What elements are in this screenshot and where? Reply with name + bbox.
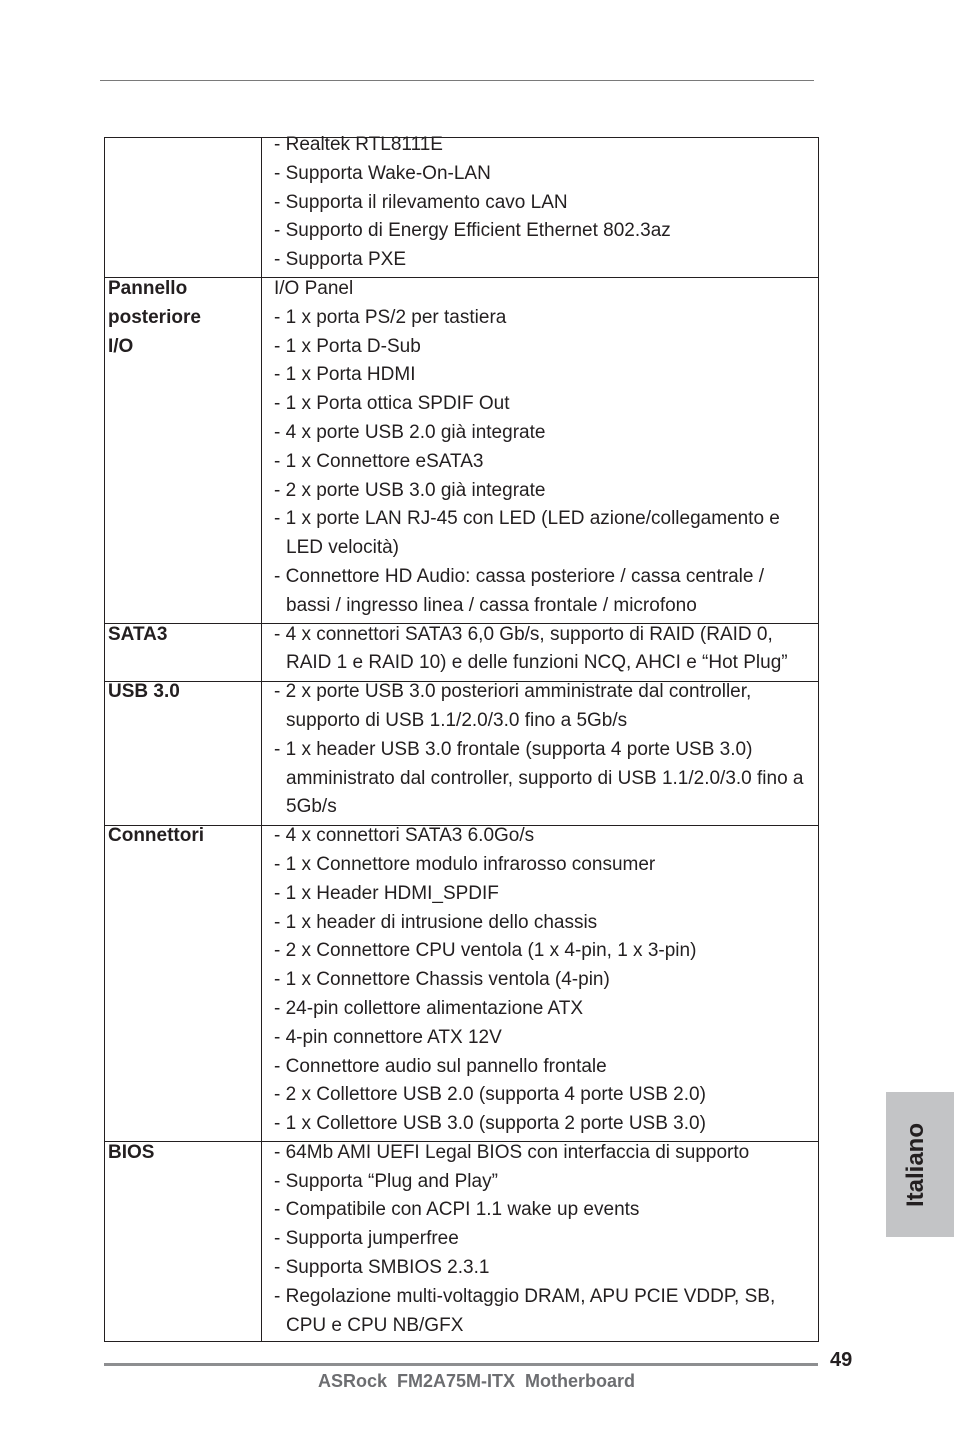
spec-label: posteriore bbox=[108, 306, 201, 328]
spec-label: Connettori bbox=[108, 825, 205, 847]
spec-item-line: - 4 x porte USB 2.0 già integrate bbox=[274, 421, 546, 443]
spec-item-line: bassi / ingresso linea / cassa frontale / microfono bbox=[286, 594, 697, 616]
column-divider bbox=[261, 137, 262, 1341]
spec-label: Pannello bbox=[108, 277, 188, 299]
spec-item-line: - 1 x Connettore Chassis ventola (4-pin) bbox=[274, 969, 610, 991]
spec-item-line: LED velocità) bbox=[286, 537, 399, 559]
spec-item-line: - Supporta “Plug and Play” bbox=[274, 1170, 498, 1192]
spec-item-line: - Realtek RTL8111E bbox=[274, 134, 443, 155]
spec-item-line: - Connettore HD Audio: cassa posteriore / cassa centrale / bbox=[274, 565, 765, 587]
language-tab-label: Italiano bbox=[901, 1122, 929, 1207]
footer-product-name: ASRock FM2A75M-ITX Motherboard bbox=[317, 1371, 636, 1391]
spec-item-line: - 1 x Header HDMI_SPDIF bbox=[274, 882, 499, 904]
spec-label: BIOS bbox=[108, 1141, 155, 1163]
language-side-tab bbox=[886, 1092, 954, 1237]
spec-item-line: - Connettore audio sul pannello frontale bbox=[274, 1055, 607, 1077]
spec-item-line: - Supporta jumperfree bbox=[274, 1228, 459, 1250]
spec-item-line: - Supporta SMBIOS 2.3.1 bbox=[274, 1257, 490, 1279]
spec-item-line: I/O Panel bbox=[274, 277, 354, 299]
spec-item-line: 5Gb/s bbox=[286, 796, 337, 818]
spec-item-line: - 24-pin collettore alimentazione ATX bbox=[274, 997, 584, 1019]
spec-item-line: - 2 x Collettore USB 2.0 (supporta 4 porte USB 2.0) bbox=[274, 1084, 706, 1106]
spec-label: I/O bbox=[108, 335, 134, 357]
spec-item-line: - Supporta il rilevamento cavo LAN bbox=[274, 191, 568, 213]
header-rule bbox=[100, 80, 814, 81]
spec-item-line: - 1 x Porta D-Sub bbox=[274, 335, 421, 357]
spec-label: SATA3 bbox=[108, 623, 168, 645]
spec-item-line: - 2 x porte USB 3.0 posteriori amministrate dal controller, bbox=[274, 681, 752, 703]
spec-item-line: - 1 x Collettore USB 3.0 (supporta 2 porte USB 3.0) bbox=[274, 1113, 706, 1135]
spec-item-line: - Supporto di Energy Efficient Ethernet 802.3az bbox=[274, 220, 671, 242]
spec-item-line: - 1 x Porta HDMI bbox=[274, 364, 416, 386]
spec-item-line: - 1 x header di intrusione dello chassis bbox=[274, 911, 598, 933]
page-number: 49 bbox=[830, 1349, 853, 1371]
spec-item-line: - Supporta PXE bbox=[274, 249, 407, 271]
spec-item-line: - 1 x porte LAN RJ-45 con LED (LED azione/collegamento e bbox=[274, 508, 780, 530]
footer-rule bbox=[104, 1363, 818, 1366]
spec-item-line: - 1 x porta PS/2 per tastiera bbox=[274, 306, 507, 328]
spec-item-line: RAID 1 e RAID 10) e delle funzioni NCQ, AHCI e “Hot Plug” bbox=[286, 652, 788, 674]
spec-item-line: - 4-pin connettore ATX 12V bbox=[274, 1026, 502, 1048]
spec-item-line: - 64Mb AMI UEFI Legal BIOS con interfaccia di supporto bbox=[274, 1141, 750, 1163]
spec-item-line: - 1 x Connettore modulo infrarosso consumer bbox=[274, 853, 656, 875]
spec-item-line: - 2 x Connettore CPU ventola (1 x 4-pin, 1 x 3-pin) bbox=[274, 940, 697, 962]
spec-item-line: - Regolazione multi-voltaggio DRAM, APU PCIE VDDP, SB, bbox=[274, 1285, 776, 1307]
spec-item-line: - 4 x connettori SATA3 6,0 Gb/s, supporto di RAID (RAID 0, bbox=[274, 623, 773, 645]
spec-item-line: - Compatibile con ACPI 1.1 wake up events bbox=[274, 1199, 640, 1221]
spec-item-line: - Supporta Wake-On-LAN bbox=[274, 162, 491, 184]
spec-item-line: - 1 x Porta ottica SPDIF Out bbox=[274, 393, 510, 415]
spec-item-line: amministrato dal controller, supporto di USB 1.1/2.0/3.0 fino a bbox=[286, 767, 804, 789]
spec-item-line: - 1 x header USB 3.0 frontale (supporta 4 porte USB 3.0) bbox=[274, 738, 753, 760]
spec-label: USB 3.0 bbox=[108, 681, 180, 703]
spec-item-line: - 1 x Connettore eSATA3 bbox=[274, 450, 484, 472]
table-frame bbox=[104, 137, 819, 1342]
spec-item-line: - 4 x connettori SATA3 6.0Go/s bbox=[274, 825, 535, 847]
spec-item-line: supporto di USB 1.1/2.0/3.0 fino a 5Gb/s bbox=[286, 709, 628, 731]
spec-item-line: - 2 x porte USB 3.0 già integrate bbox=[274, 479, 546, 501]
spec-item-line: CPU e CPU NB/GFX bbox=[286, 1314, 464, 1336]
